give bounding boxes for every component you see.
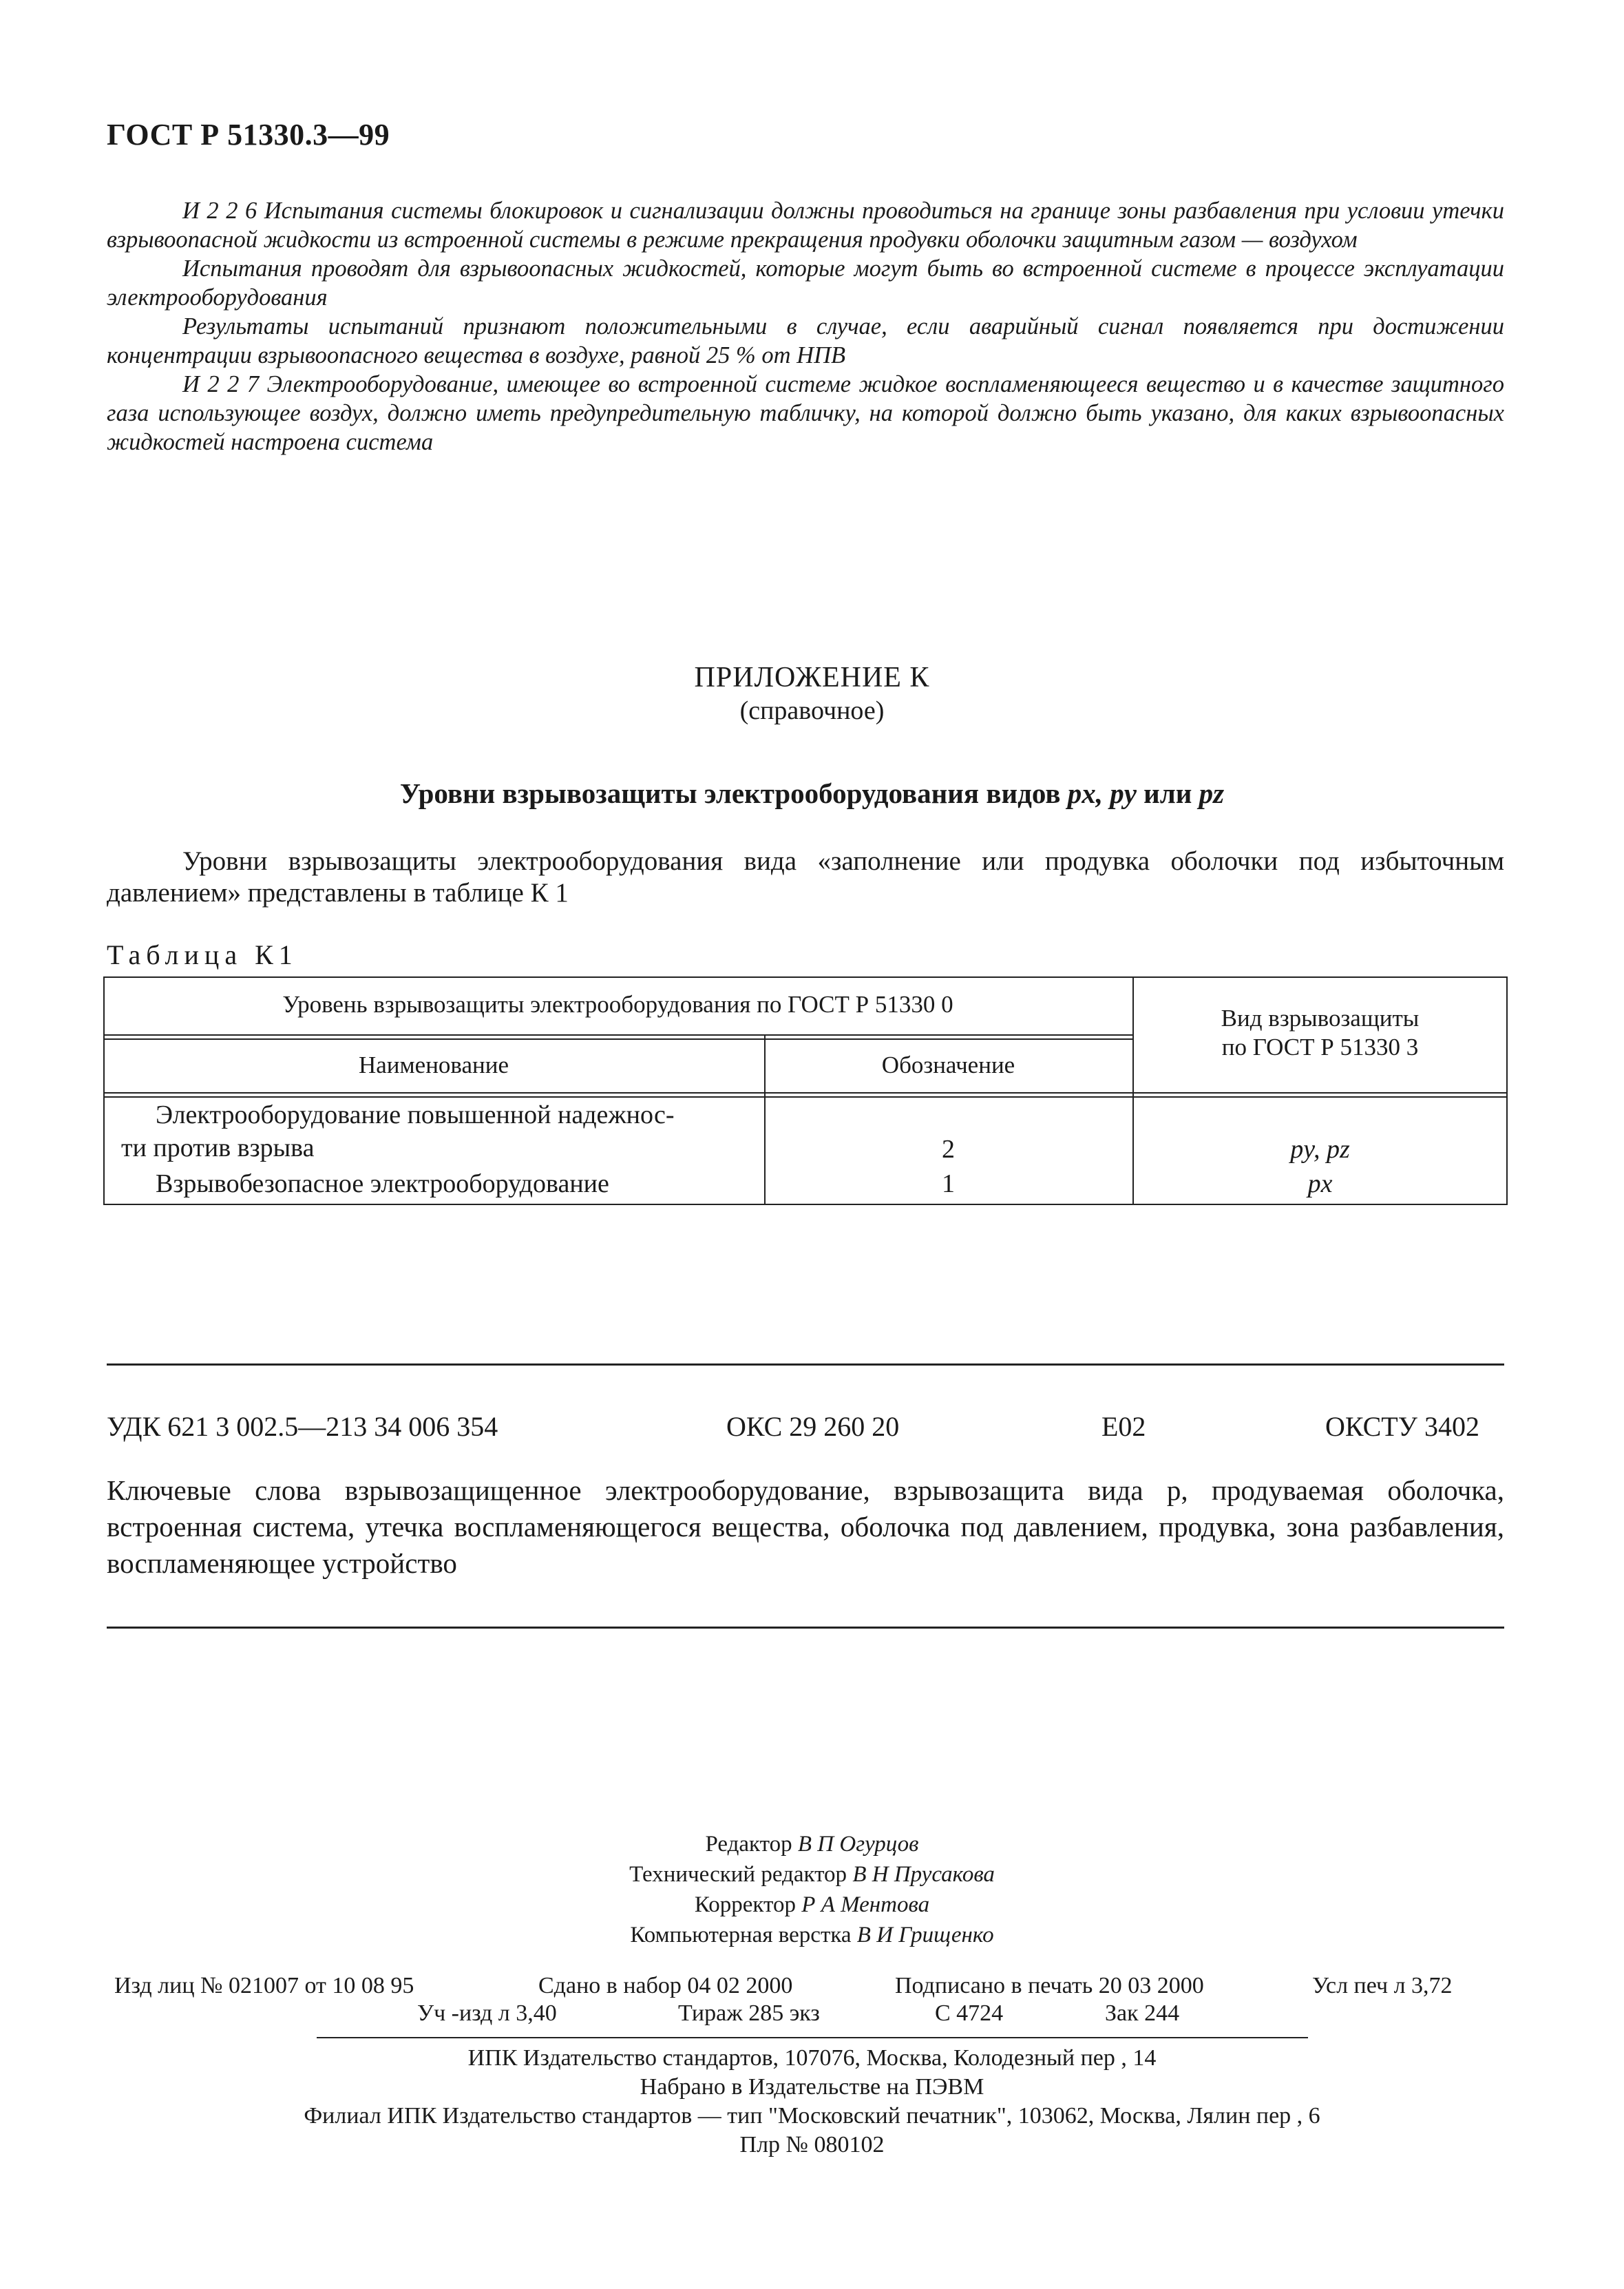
imprint-circulation: Тираж 285 экз [678,2000,820,2026]
row-type: px [1307,1169,1333,1198]
publisher-line: ИПК Издательство стандартов, 107076, Москва, Колодезный пер , 14 [467,2045,1157,2071]
heading-last-code: pz [1199,777,1225,809]
table-rule-header [103,1092,1508,1094]
credit-role: Корректор [694,1892,797,1917]
credit-name: В Н Прусакова [852,1862,995,1887]
table-border-bottom [103,1204,1508,1205]
row-name-line1: Электрооборудование повышенной надежнос- [156,1100,675,1129]
imprint-rule [317,2037,1308,2038]
note-paragraph: И 2 2 7 Электрооборудование, имеющее во встроенной системе жидкое воспламеняющееся вещество и в качестве защитного газа использующее воздух, должно иметь предупредительную табличку, на которой должно быть указано, для каких взрывоопасных жидкостей настроена система [107,371,1504,455]
imprint-code: С 4724 [935,2000,1004,2026]
keywords [107,1472,1504,1582]
row-name-line2: ти против взрыва [121,1133,315,1162]
udk-code: УДК 621 3 002.5—213 34 006 354 [107,1411,498,1442]
imprint-print-sheets: Усл печ л 3,72 [1312,1973,1453,1998]
imprint-signed: Подписано в печать 20 03 2000 [895,1973,1204,1998]
imprint-pub-sheets: Уч -изд л 3,40 [417,2000,557,2026]
credit-line [0,1829,1624,1859]
credit-role: Компьютерная верстка [630,1923,852,1947]
row-name-line1: Взрывобезопасное электрооборудование [156,1169,609,1198]
table-border-top [103,976,1508,978]
publisher-line: Набрано в Издательстве на ПЭВМ [640,2074,984,2100]
publisher-line: Филиал ИПК Издательство стандартов — тип "Московский печатник", 103062, Москва, Лялин пер , 6 [304,2103,1320,2129]
col-header-name: Наименование [358,1052,509,1078]
divider-rule [107,1627,1504,1629]
table-rule-group-double [103,1038,1132,1040]
heading-codes: px, py [1067,777,1137,809]
keywords-paragraph: Ключевые слова взрывозащищенное электрооборудование, взрывозащита вида p, продуваемая оболочка, встроенная система, утечка воспламеняющегося вещества, оболочка под давлением, продувка, зона разбавления, воспламеняющее устройство [107,1474,1504,1579]
standard-id-header: ГОСТ Р 51330.3—99 [107,118,390,151]
credit-line [0,1890,1624,1920]
table-rule-group [103,1034,1132,1036]
okstu-code: ОКСТУ 3402 [1325,1411,1480,1442]
imprint-typeset: Сдано в набор 04 02 2000 [538,1973,793,1998]
row-designation: 1 [942,1169,955,1198]
credit-role: Технический редактор [629,1862,847,1887]
oks-code: ОКС 29 260 20 [726,1411,900,1442]
divider-rule [107,1363,1504,1366]
row-type: py, pz [1290,1135,1350,1164]
test-notes [107,196,1504,457]
appendix-intro [107,846,1504,909]
heading-text: Уровни взрывозащиты электрооборудования видов [399,777,1061,809]
credit-line [0,1859,1624,1890]
protection-levels-table [103,976,1508,1205]
publisher-line: Плр № 080102 [739,2132,885,2157]
credit-name: В П Огурцов [797,1832,919,1857]
credit-name: Р А Ментова [801,1892,930,1917]
note-paragraph: И 2 2 6 Испытания системы блокировок и сигнализации должны проводиться на границе зоны разбавления при условии утечки взрывоопасной жидкости из встроенной системы в режиме прекращения продувки оболочки защитным газом — воздухом [107,198,1504,253]
table-caption: Таблица К1 [107,939,298,970]
group-code: Е02 [1101,1411,1146,1442]
table-rule-header-double [103,1096,1508,1098]
appendix-subtitle: (справочное) [739,696,885,725]
imprint-order: Зак 244 [1105,2000,1180,2026]
col-header-type-line2: по ГОСТ Р 51330 3 [1221,1034,1419,1060]
header-group-cell: Уровень взрывозащиты электрооборудования по ГОСТ Р 51330 0 [282,991,953,1018]
note-paragraph: Испытания проводят для взрывоопасных жидкостей, которые могут быть во встроенной системе в процессе эксплуатации электрооборудования [107,255,1504,311]
col-header-designation: Обозначение [881,1052,1015,1078]
intro-paragraph: Уровни взрывозащиты электрооборудования вида «заполнение или продувка оболочки под избыточным давлением» представлены в таблице К 1 [107,846,1504,908]
appendix-title: ПРИЛОЖЕНИЕ К [694,662,930,693]
heading-or: или [1143,777,1192,809]
note-paragraph: Результаты испытаний признают положительными в случае, если аварийный сигнал появляется при достижении концентрации взрывоопасного вещества в воздухе, равной 25 % от НПВ [107,313,1504,368]
credit-role: Редактор [705,1832,792,1857]
col-header-type-line1: Вид взрывозащиты [1221,1005,1420,1032]
credit-name: В И Грищенко [856,1923,994,1947]
credit-line [0,1920,1624,1950]
row-designation: 2 [942,1135,955,1164]
appendix-heading [0,777,1624,810]
imprint-license: Изд лиц № 021007 от 10 08 95 [114,1973,414,1998]
